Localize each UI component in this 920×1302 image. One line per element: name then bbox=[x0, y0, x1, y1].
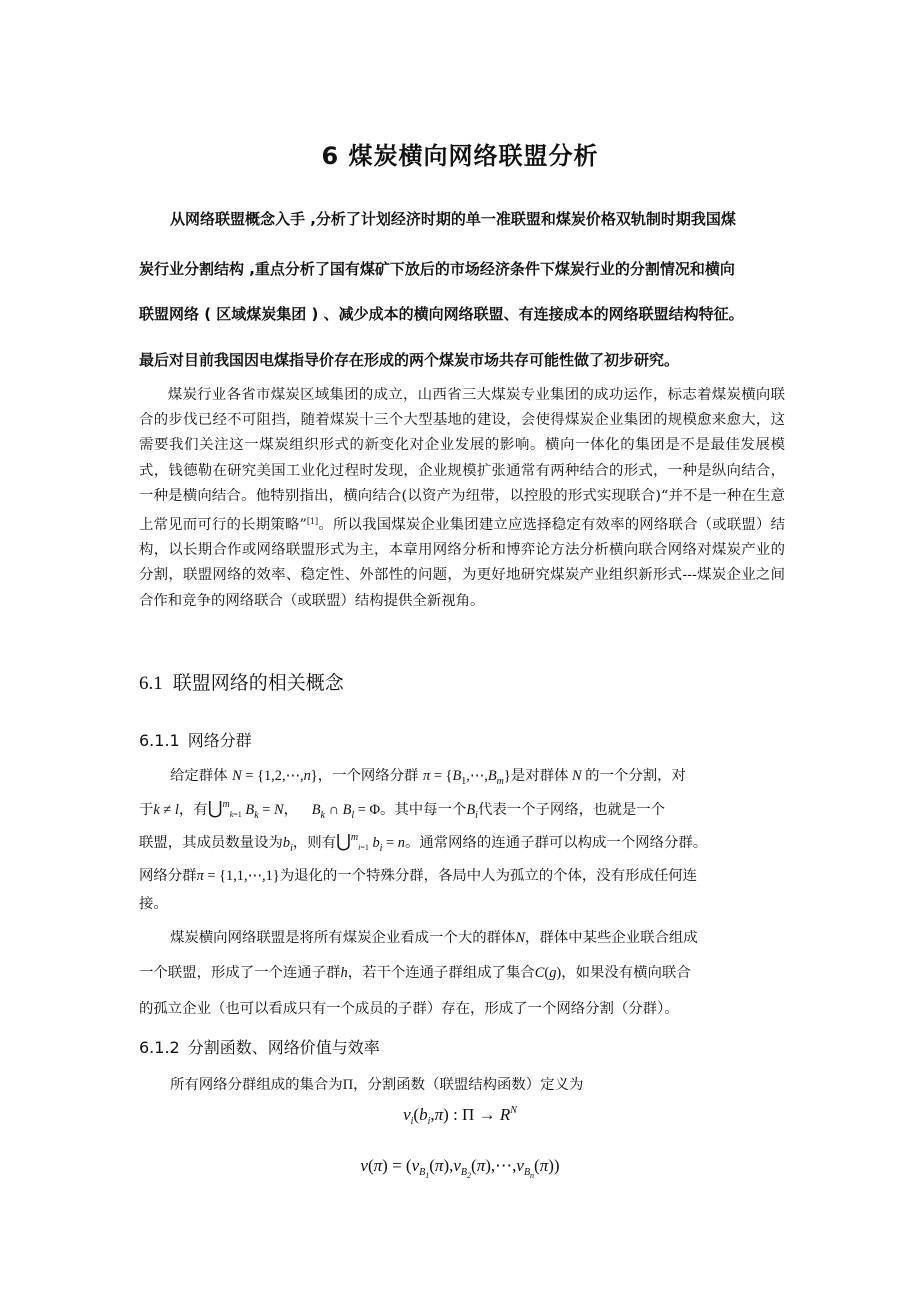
def-line-3 bbox=[139, 831, 785, 854]
text: 的一个分割，对 bbox=[585, 768, 686, 784]
text: ，若干个连通子群组成了集合 bbox=[347, 965, 535, 981]
text: 所有网络分群组成的集合为 bbox=[170, 1077, 343, 1093]
formula-C-g: C(g) bbox=[534, 965, 562, 981]
text: ，群体中某些企业联合组成 bbox=[525, 930, 698, 946]
formula-h: h bbox=[340, 965, 348, 981]
text: ，分割函数（联盟结构函数）定义为 bbox=[353, 1077, 584, 1093]
section-heading-6-1-1 bbox=[139, 728, 252, 751]
def-line-1 bbox=[170, 764, 785, 787]
formula-Pi: Π bbox=[342, 1077, 354, 1093]
formula-Bi: $B_i$ bbox=[466, 802, 478, 821]
text: ，则有 bbox=[292, 835, 337, 851]
text: ，一个网络分群 bbox=[317, 768, 419, 784]
section-label: 联盟网络的相关概念 bbox=[172, 672, 344, 694]
text: 。其中每一个 bbox=[380, 802, 467, 818]
equation-network-value: $v(\pi) = (v_{B_1}(\pi),v_{B_2}(\pi),\cdots,v_{B_n}(\pi))$ bbox=[360, 1156, 560, 1180]
section-label: 分割函数、网络价值与效率 bbox=[187, 1038, 380, 1057]
para2-line-2 bbox=[139, 961, 785, 982]
text: 一个联盟，形成了一个连通子群 bbox=[139, 965, 341, 981]
equation-partition-function: $v_i(b_i,\pi)$ : $\Pi \to R^N$ bbox=[403, 1105, 517, 1127]
formula-N: N bbox=[568, 768, 586, 784]
text: 为退化的一个特殊分群，各局中人为孤立的个体，没有形成任何连 bbox=[279, 868, 698, 884]
text: ，有 bbox=[178, 802, 208, 818]
chapter-title: 6 煤炭横向网络联盟分析 bbox=[321, 142, 599, 170]
section-number: 6.1.2 bbox=[139, 1038, 180, 1057]
abstract-line-1: 从网络联盟概念入手 ,分析了计划经济时期的单一准联盟和煤炭价格双轨制时期我国煤 bbox=[170, 210, 736, 228]
text: 煤炭横向网络联盟是将所有煤炭企业看成一个大的群体 bbox=[170, 930, 516, 946]
formula-k-neq-l: k ≠ l bbox=[153, 802, 179, 818]
abstract-line-2: 炭行业分割结构 ,重点分析了国有煤矿下放后的市场经济条件下煤炭行业的分割情况和横向 bbox=[139, 260, 735, 278]
formula-partition-pi: $\pi = \{B_1,\cdots,B_m\}$ bbox=[423, 768, 511, 787]
abstract-line-3: 联盟网络 ( 区域煤炭集团 ) 、减少成本的横向网络联盟、有连接成本的网络联盟结构特征。 bbox=[139, 305, 744, 323]
def-line-4 bbox=[139, 864, 785, 885]
citation-ref: [1] bbox=[306, 517, 319, 527]
text: 代表一个子网络，也就是一个 bbox=[477, 802, 666, 818]
text: ， bbox=[283, 802, 298, 818]
section-number: 6.1.1 bbox=[139, 731, 180, 750]
text: 联盟，其成员数量设为 bbox=[139, 835, 283, 851]
def-line-2 bbox=[139, 798, 785, 821]
section-heading-6-1-2 bbox=[139, 1035, 380, 1058]
abstract-line-4: 最后对目前我国因电煤指导价存在形成的两个煤炭市场共存可能性做了初步研究。 bbox=[139, 351, 680, 369]
section-number: 6.1 bbox=[139, 673, 163, 694]
formula-union-bi: ⋃$^m_{i=1}$ $b_i = n$ bbox=[336, 831, 405, 854]
intro-paragraph bbox=[139, 383, 785, 614]
text: 网络分群 bbox=[139, 868, 197, 884]
intro-text-b: 。所以我国煤炭企业集团建立应选择稳定有效率的网络联合（或联盟）结构，以长期合作或网络联盟形式为主，本章用网络分析和博弈论方法分析横向联合网络对煤炭产业的分割，联盟网络的效率、稳定性、外部性的问题，为更好地研究煤炭产业组织新形式---煤炭企业之间合作和竞争的网络联合（或联盟）结构提供全新视角。 bbox=[139, 517, 785, 609]
text: 是对群体 bbox=[510, 768, 569, 784]
text: 于 bbox=[139, 802, 154, 818]
para2-line-3: 的孤立企业（也可以看成只有一个成员的子群）存在，形成了一个网络分割（分群）。 bbox=[139, 1001, 679, 1017]
formula-bi: $b_i$ bbox=[282, 835, 293, 854]
text: 。通常网络的连通子群可以构成一个网络分群。 bbox=[404, 835, 708, 851]
text: 给定群体 bbox=[170, 768, 228, 784]
text: ，如果没有横向联合 bbox=[561, 965, 691, 981]
formula-group-N: N = {1,2,⋯,n} bbox=[232, 768, 318, 784]
formula-intersection: $B_k$ ∩ $B_l = \Phi$ bbox=[311, 802, 380, 821]
formula-degenerate-partition: π = {1,1,⋯,1} bbox=[196, 868, 280, 884]
intro-text-a: 煤炭行业各省市煤炭区域集团的成立，山西省三大煤炭专业集团的成功运作，标志着煤炭横向联合的步伐已经不可阻挡，随着煤炭十三个大型基地的建设，会使得煤炭企业集团的规模愈来愈大，这需要我们关注这一煤炭组织形式的新变化对企业发展的影响。横向一体化的集团是不是最佳发展模式，钱德勒在研究美国工业化过程时发现，企业规模扩张通常有两种结合的形式，一种是纵向结合，一种是横向结合。他特别指出，横向结合(以资产为纽带，以控股的形式实现联合)“并不是一种在生意上常见而可行的长期策略” bbox=[139, 387, 785, 534]
section-heading-6-1 bbox=[139, 668, 344, 695]
def612-line-1 bbox=[170, 1073, 785, 1094]
def-line-5: 接。 bbox=[139, 896, 168, 912]
formula-N: N bbox=[515, 930, 525, 946]
formula-union-Bk: ⋃$^m_{k=1}$ $B_k = N$ bbox=[207, 798, 284, 821]
section-label: 网络分群 bbox=[187, 731, 252, 750]
para2-line-1 bbox=[170, 926, 785, 947]
